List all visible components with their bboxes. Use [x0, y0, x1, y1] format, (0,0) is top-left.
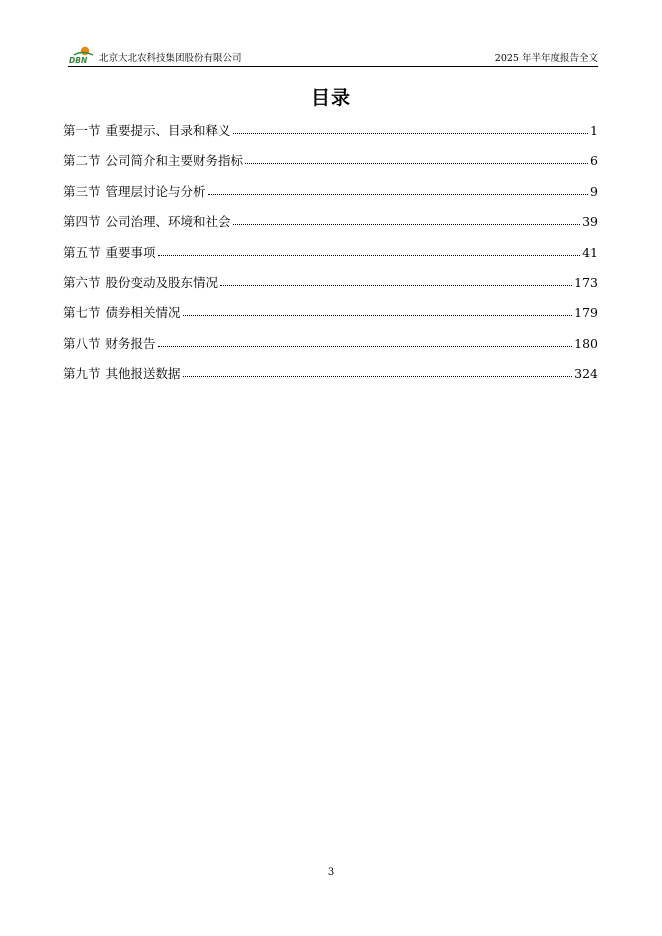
table-of-contents [63, 122, 598, 396]
dbn-logo-icon [68, 46, 98, 64]
toc-section-number: 第四节 [63, 214, 101, 230]
toc-entry-label [63, 152, 243, 170]
toc-section-title: 重要提示、目录和释义 [105, 123, 231, 138]
toc-page-number: 324 [574, 366, 598, 382]
dot-leader [233, 214, 581, 225]
toc-section-title: 债券相关情况 [105, 305, 181, 321]
dot-leader [233, 123, 589, 134]
toc-section-title: 管理层讨论与分析 [105, 183, 206, 199]
dot-leader [208, 184, 589, 195]
toc-entry[interactable] [63, 335, 598, 365]
toc-page-number: 173 [574, 274, 598, 290]
toc-page-number: 180 [574, 335, 598, 351]
toc-entry-label [63, 304, 181, 322]
toc-page-number: 1 [590, 123, 598, 138]
toc-entry[interactable] [63, 122, 598, 152]
toc-section-title: 公司简介和主要财务指标 [105, 153, 244, 169]
toc-entry[interactable] [63, 365, 598, 395]
toc-page-number: 6 [590, 153, 598, 169]
toc-section-number: 第六节 [63, 274, 101, 290]
toc-section-title: 重要事项 [105, 244, 156, 260]
toc-section-title: 公司治理、环境和社会 [105, 214, 231, 230]
toc-entry-label [63, 274, 218, 292]
toc-entry-label [63, 122, 231, 140]
toc-entry-label [63, 183, 206, 201]
toc-title: 目录 [310, 87, 351, 109]
page-header [68, 44, 598, 67]
toc-entry-label [63, 244, 156, 262]
company-name: 北京大北农科技集团股份有限公司 [99, 53, 242, 64]
toc-page-number: 179 [574, 305, 598, 321]
toc-entry[interactable] [63, 274, 598, 304]
toc-section-title: 财务报告 [105, 335, 156, 351]
toc-section-number: 第九节 [63, 366, 101, 382]
toc-entry-label [63, 213, 231, 231]
toc-section-number: 第二节 [63, 153, 101, 169]
toc-entry[interactable] [63, 213, 598, 243]
toc-entry[interactable] [63, 244, 598, 274]
dot-leader [183, 305, 573, 316]
toc-page-number: 41 [582, 244, 598, 260]
dot-leader [245, 153, 588, 164]
dot-leader [183, 366, 573, 377]
dot-leader [220, 275, 572, 286]
toc-page-number: 39 [582, 214, 598, 230]
toc-section-number: 第八节 [63, 335, 101, 351]
logo-text: DBN [69, 56, 88, 64]
footer-page-number: 3 [327, 867, 335, 878]
toc-entry[interactable] [63, 304, 598, 334]
toc-section-title: 其他报送数据 [105, 366, 181, 382]
report-name: 2025 年半年度报告全文 [494, 53, 598, 64]
toc-entry-label [63, 335, 156, 353]
toc-entry-label [63, 365, 181, 383]
toc-entry[interactable] [63, 152, 598, 182]
toc-section-number: 第七节 [63, 305, 101, 321]
dot-leader [158, 245, 581, 256]
toc-page-number: 9 [590, 183, 598, 199]
toc-section-number: 第一节 [63, 123, 101, 138]
dot-leader [158, 336, 573, 347]
toc-section-title: 股份变动及股东情况 [105, 274, 219, 290]
toc-section-number: 第五节 [63, 244, 101, 260]
toc-section-number: 第三节 [63, 183, 101, 199]
toc-entry[interactable] [63, 183, 598, 213]
